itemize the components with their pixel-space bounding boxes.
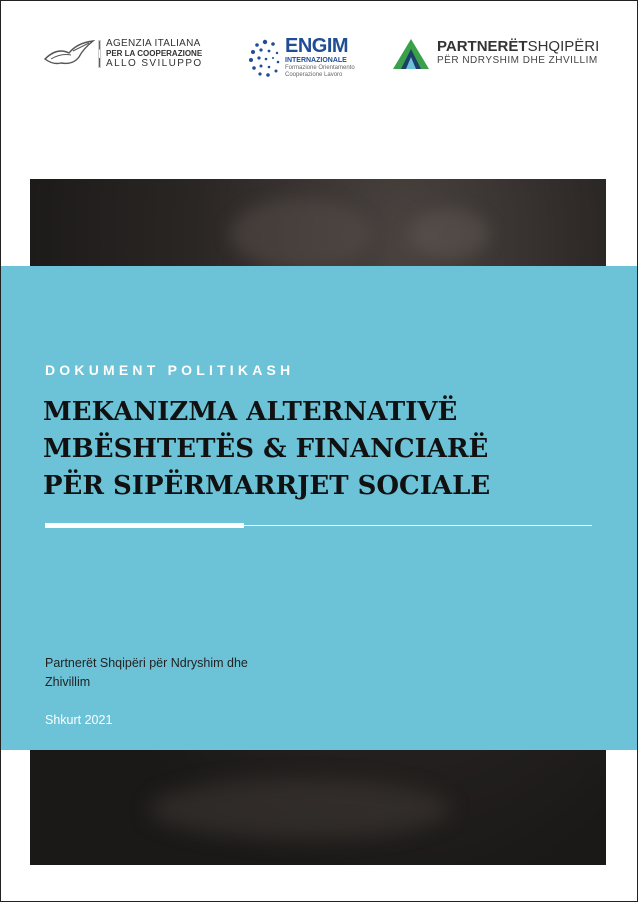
partneret-name-light: SHQIPËRI <box>527 38 600 55</box>
partneret-wordmark <box>437 40 599 68</box>
partneret-name <box>437 40 599 54</box>
title-line-2: MBËSHTETËS & FINANCIARË <box>43 434 489 464</box>
partneret-tagline: PËR NDRYSHIM DHE ZHVILLIM <box>437 55 598 66</box>
engim-wordmark <box>285 36 355 79</box>
logo-bar <box>1 31 637 81</box>
aics-line3: ALLO SVILUPPO <box>106 58 203 69</box>
document-type-label: DOKUMENT POLITIKASH <box>45 362 295 378</box>
aics-wordmark <box>106 39 203 69</box>
partneret-logo <box>391 37 599 71</box>
dove-icon <box>43 39 95 69</box>
engim-sub: INTERNAZIONALE <box>285 57 347 64</box>
author-line-2: Zhivillim <box>45 675 91 689</box>
engim-logo <box>247 36 355 79</box>
engim-name: ENGIM <box>285 35 349 57</box>
author-line-1: Partnerët Shqipëri për Ndryshim dhe <box>45 656 248 670</box>
divider-accent <box>45 523 244 528</box>
engim-tagline1: Formazione Orientamento <box>285 65 355 71</box>
triangle-logo-icon <box>391 37 431 71</box>
engim-tagline2: Cooperazione Lavoro <box>285 72 343 78</box>
partneret-name-bold: PARTNERËT <box>437 38 528 55</box>
publication-date: Shkurt 2021 <box>45 713 113 727</box>
title-line-1: MEKANIZMA ALTERNATIVË <box>43 397 458 427</box>
aics-line2: PER LA COOPERAZIONE <box>106 49 203 58</box>
title-panel <box>1 266 637 750</box>
author <box>45 654 305 692</box>
document-title <box>43 394 603 505</box>
aics-line1: AGENZIA ITALIANA <box>106 38 201 49</box>
aics-logo <box>43 39 203 69</box>
title-line-3: PËR SIPËRMARRJET SOCIALE <box>43 471 491 501</box>
dotted-globe-icon <box>247 38 283 78</box>
italian-flag-bar <box>98 40 101 68</box>
